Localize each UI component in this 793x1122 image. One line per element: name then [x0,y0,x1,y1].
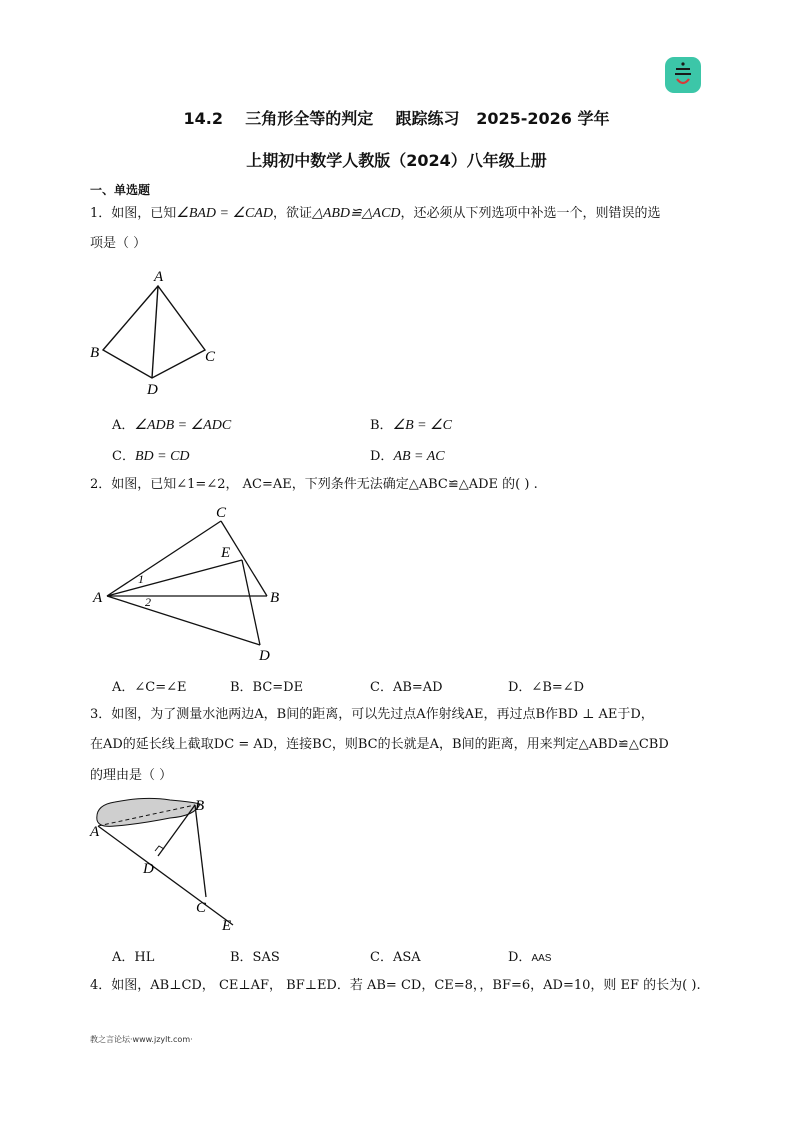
q2-option-d[interactable]: D．∠B=∠D [508,680,585,695]
page-title: 14.2 三角形全等的判定 跟踪练习 2025-2026 学年 [183,109,610,128]
segment-bc [195,805,206,897]
question-3-line1: 3．如图，为了测量水池两边A，B间的距离，可以先过点A作射线AE，再过点B作BD ⊥ AE于D， [90,707,654,722]
q1-option-c[interactable]: C．BD = CD [112,449,190,464]
triangle-figure-q1 [85,265,225,400]
segment-ad [107,596,260,645]
question-3-line2: 在AD的延长线上截取DC = AD，连接BC，则BC的长就是A，B间的距离，用来判定△ABD≌△CBD [90,737,669,752]
question-1-cont: 项是（ ） [90,236,147,251]
triangle-figure-q2 [85,500,295,665]
pond-shape [97,798,200,826]
q1-option-b[interactable]: B．∠B = ∠C [370,418,453,433]
point-label-d: D [259,648,270,664]
question-1: 1．如图，已知∠BAD = ∠CAD，欲证△ABD≌△ACD，还必须从下列选项中补选一个，则错误的选 [90,206,661,221]
question-3-line3: 的理由是（ ） [90,768,173,783]
angle-label-2: 2 [145,595,151,609]
app-logo-icon [665,57,701,93]
point-label-a: A [90,824,100,840]
segment-ad [152,286,158,378]
segment-ed [242,560,260,645]
segment-ae [107,560,242,596]
point-label-d: D [147,382,158,398]
point-label-b: B [270,590,280,606]
q3-option-a[interactable]: A．HL [112,950,155,965]
question-2: 2．如图，已知∠1=∠2， AC=AE，下列条件无法确定△ABC≌△ADE 的( ) . [90,477,538,492]
q2-option-b[interactable]: B．BC=DE [230,680,304,695]
q2-option-a[interactable]: A．∠C=∠E [112,680,187,695]
question-4: 4．如图，AB⊥CD， CE⊥AF， BF⊥ED．若 AB= CD，CE=8，，BF=6，AD=10，则 EF 的长为( ). [90,978,701,993]
q1-option-a[interactable]: A．∠ADB = ∠ADC [112,418,232,433]
q3-option-d[interactable]: D．AAS [508,950,552,965]
point-label-a: A [154,269,164,285]
page-subtitle: 上期初中数学人教版（2024）八年级上册 [246,151,547,170]
point-label-a: A [93,590,103,606]
figure-outline [103,286,205,378]
segment-ac [107,521,221,596]
point-label-d: D [143,861,154,877]
q2-option-c[interactable]: C．AB=AD [370,680,443,695]
point-label-e: E [222,918,232,934]
q1-option-d[interactable]: D．AB = AC [370,449,445,464]
page-footer: 教之言论坛·www.jzylt.com· [90,1035,193,1044]
point-label-c: C [196,900,207,916]
point-label-b: B [195,798,205,814]
pond-figure-q3 [85,790,245,940]
point-label-e: E [221,545,231,561]
q3-option-c[interactable]: C．ASA [370,950,421,965]
ray-ae [98,826,233,925]
section-heading: 一、单选题 [90,183,151,197]
angle-label-1: 1 [138,572,144,586]
point-label-b: B [90,345,100,361]
point-label-c: C [216,505,227,521]
point-label-c: C [205,349,216,365]
q3-option-b[interactable]: B．SAS [230,950,280,965]
